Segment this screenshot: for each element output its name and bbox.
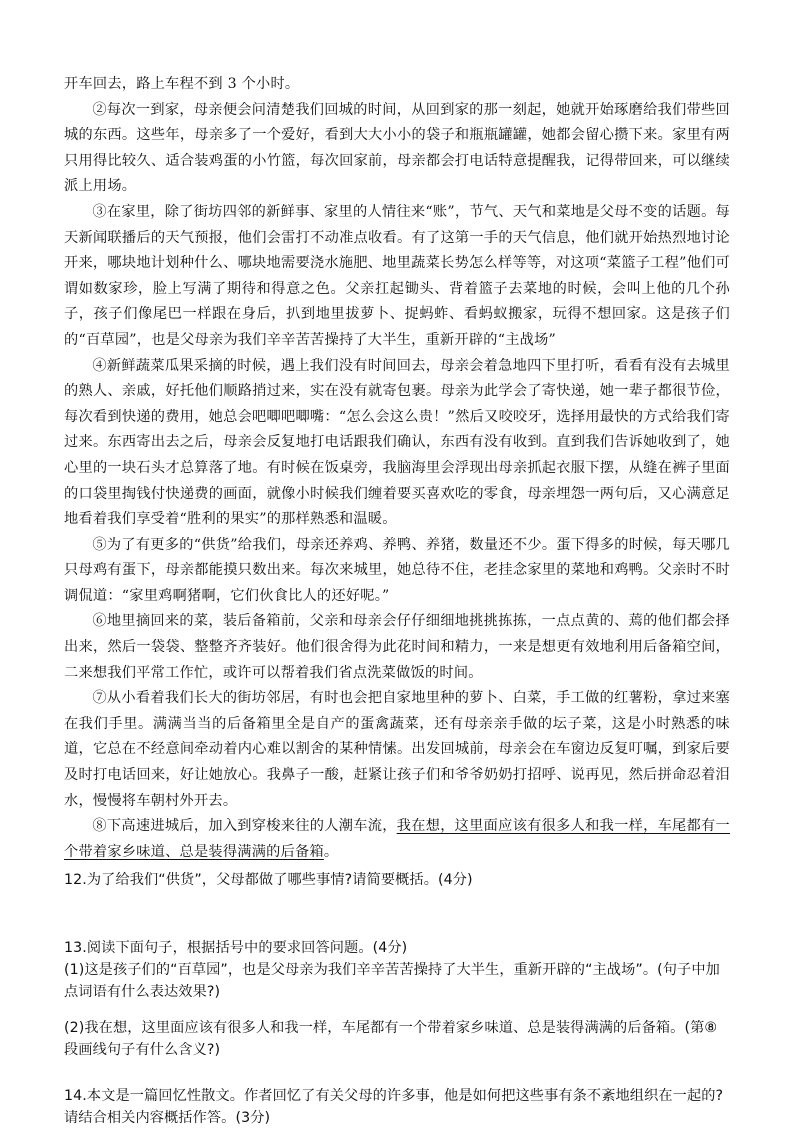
passage-paragraph-6: ⑥地里摘回来的菜，装后备箱前，父亲和母亲会仔仔细细地挑挑拣拣，一点点黄的、蔫的他们都会择出来，然后一袋袋、整整齐齐装好。他们很舍得为此花时间和精力，一来是想更有效地利用后备箱空间，二来想我们平常工作忙，或许可以帮着我们省点洗菜做饭的时间。 <box>64 613 730 681</box>
paragraph-8-suffix: 。 <box>323 843 339 860</box>
paragraph-8-prefix: ⑧下高速进城后，加入到穿梭来往的人潮车流， <box>92 818 397 835</box>
question-13-part-2: (2)我在想，这里面应该有很多人和我一样，车尾都有一个带着家乡味道、总是装得满满的后备箱。(第⑧段画线句子有什么含义?) <box>64 1020 718 1059</box>
passage-paragraph-7: ⑦从小看着我们长大的街坊邻居，有时也会把自家地里种的萝卜、白菜，手工做的红薯粉，拿过来塞在我们手里。满满当当的后备箱里全是自产的蛋禽蔬菜，还有母亲亲手做的坛子菜，这是小时熟悉的味道，它总在不经意间牵动着内心难以割舍的某种情愫。出发回城前，母亲会在车窗边反复叮嘱，到家后要及时打电话回来，好让她放心。我鼻子一酸，赶紧让孩子们和爷爷奶奶打招呼、说再见，然后拼命忍着泪水，慢慢将车朝村外开去。 <box>64 690 730 809</box>
passage-paragraph-8 <box>64 814 730 865</box>
reading-passage <box>64 72 730 865</box>
question-section <box>64 869 730 1129</box>
question-13-stem: 13.阅读下面句子，根据括号中的要求回答问题。(4分) <box>64 940 408 957</box>
question-13-part-1: (1)这是孩子们的“百草园”，也是父母亲为我们辛辛苦苦操持了大半生，重新开辟的“主战场”。(句子中加点词语有什么表达效果?) <box>64 962 720 1001</box>
document-page <box>64 72 730 1129</box>
passage-paragraph-2: ②每次一到家，母亲便会问清楚我们回城的时间，从回到家的那一刻起，她就开始琢磨给我们带些回城的东西。这些年，母亲多了一个爱好，看到大大小小的袋子和瓶瓶罐罐，她都会留心攒下来。家里有两只用得比较久、适合装鸡蛋的小竹篮，每次回家前，母亲都会打电话特意提醒我，记得带回来，可以继续派上用场。 <box>64 101 730 195</box>
passage-paragraph-5: ⑤为了有更多的“供货”给我们，母亲还养鸡、养鸭、养猪，数量还不少。蛋下得多的时候，每天哪几只母鸡有蛋下，母亲都能摸只数出来。每次来城里，她总待不住，老挂念家里的菜地和鸡鸭。父亲时不时调侃道：“家里鸡啊猪啊，它们伙食比人的还好呢。” <box>64 536 730 604</box>
passage-paragraph-4: ④新鲜蔬菜瓜果采摘的时候，遇上我们没有时间回去，母亲会着急地四下里打听，看看有没有去城里的熟人、亲戚，好托他们顺路捎过来，实在没有就寄包裹。母亲为此学会了寄快递，她一辈子都很节俭，每次看到快递的费用，她总会吧唧吧唧嘴：“怎么会这么贵！”然后又咬咬牙，选择用最快的方式给我们寄过来。东西寄出去之后，母亲会反复地打电话跟我们确认，东西有没有收到。直到我们告诉她收到了，她心里的一块石头才总算落了地。有时候在饭桌旁，我脑海里会浮现出母亲抓起衣服下摆，从缝在裤子里面的口袋里掏钱付快递费的画面，就像小时候我们缠着要买喜欢吃的零食，母亲埋怨一两句后，又心满意足地看着我们享受着“胜利的果实”的那样熟悉和温暖。 <box>64 357 730 528</box>
underlined-sentence: 我在想，这里面应该有很多人和我一样，车尾都有一个带着家乡味道、总是装得满满的后备箱 <box>64 818 730 860</box>
passage-paragraph-3: ③在家里，除了街坊四邻的新鲜事、家里的人情往来“账”，节气、天气和菜地是父母不变的话题。每天新闻联播后的天气预报，他们会雷打不动准点收看。有了这第一手的天气信息，他们就开始热烈地讨论开来，哪块地计划种什么、哪块地需要浇水施肥、地里蔬菜长势怎么样等等，对这项“菜篮子工程”他们可谓如数家珍，脸上写满了期待和得意之色。父亲扛起锄头、背着篮子去菜地的时候，会叫上他的几个孙子，孩子们像尾巴一样跟在身后，扒到地里拔萝卜、捉蚂蚱、看蚂蚁搬家，玩得不想回家。这是孩子们的“百草园”，也是父母亲为我们辛辛苦苦操持了大半生，重新开辟的“主战场” <box>64 203 730 348</box>
question-14: 14.本文是一篇回忆性散文。作者回忆了有关父母的许多事，他是如何把这些事有条不紊地组织在一起的?请结合相关内容概括作答。(3分) <box>64 1088 724 1127</box>
passage-paragraph-1-end: 开车回去，路上车程不到 3 个小时。 <box>64 76 300 92</box>
question-12: 12.为了给我们“供货”，父母都做了哪些事情?请简要概括。(4分) <box>64 872 473 889</box>
